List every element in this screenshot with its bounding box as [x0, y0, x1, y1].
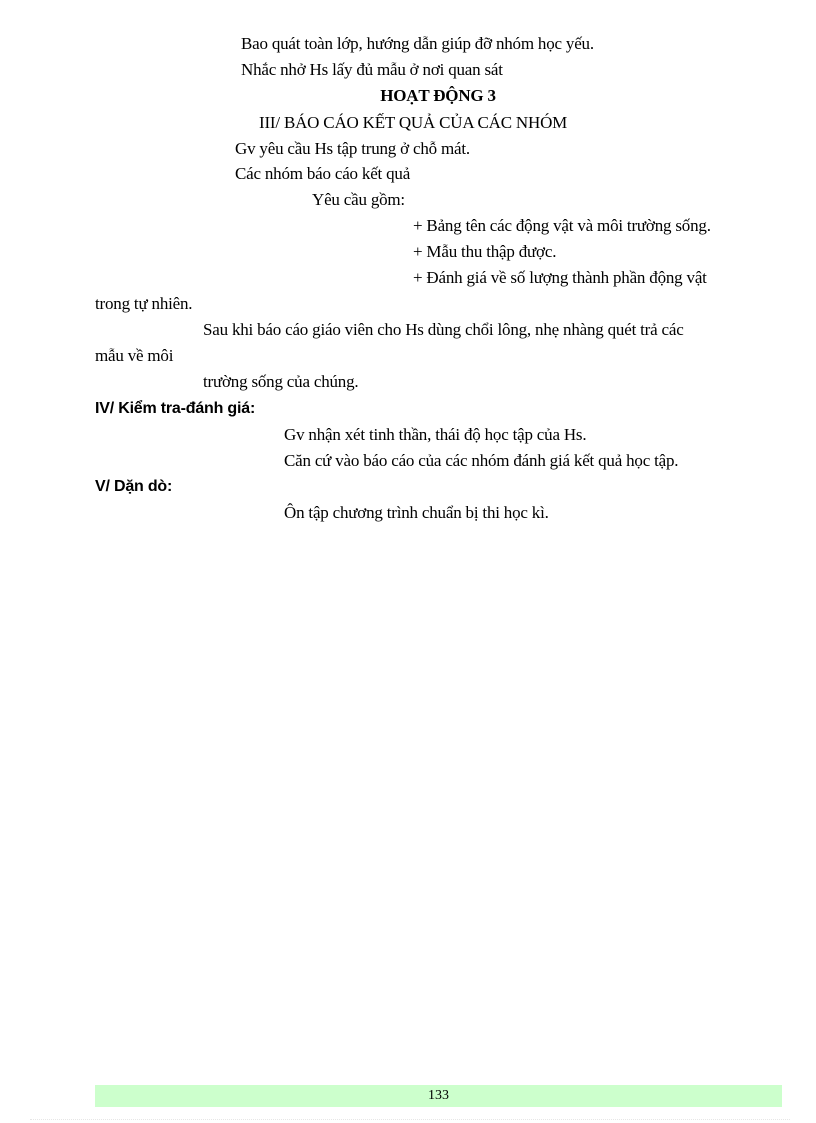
- text-line-gather-shade: Gv yêu cầu Hs tập trung ở chỗ mát.: [235, 139, 470, 158]
- page-number: 133: [428, 1088, 449, 1103]
- text-line-teacher-comment: Gv nhận xét tinh thần, thái độ học tập của Hs.: [284, 425, 587, 444]
- text-line-groups-report: Các nhóm báo cáo kết quả: [235, 164, 411, 183]
- text-line-samples-back: mẫu về môi: [95, 346, 174, 365]
- text-line-requirements: Yêu cầu gồm:: [312, 190, 405, 209]
- text-line-in-nature: trong tự nhiên.: [95, 294, 193, 313]
- list-item-animal-table: + Bảng tên các động vật và môi trường sống.: [413, 216, 711, 235]
- page-footer-bar: [95, 1085, 782, 1107]
- activity-heading: HOẠT ĐỘNG 3: [380, 86, 496, 105]
- list-item-evaluation: + Đánh giá về số lượng thành phần động vật: [413, 268, 707, 287]
- section-heading-homework: V/ Dặn dò:: [95, 478, 173, 495]
- text-line-their-habitat: trường sống của chúng.: [203, 372, 359, 391]
- text-line-after-report: Sau khi báo cáo giáo viên cho Hs dùng chổi lông, nhẹ nhàng quét trả các: [203, 320, 684, 339]
- list-item-samples: + Mẫu thu thập được.: [413, 242, 557, 261]
- bottom-divider: [30, 1119, 790, 1120]
- section-heading-assessment: IV/ Kiểm tra-đánh giá:: [95, 400, 256, 417]
- text-line-evaluate-results: Căn cứ vào báo cáo của các nhóm đánh giá kết quả học tập.: [284, 451, 679, 470]
- text-line-supervise-class: Bao quát toàn lớp, hướng dẫn giúp đỡ nhóm học yếu.: [241, 34, 594, 53]
- text-line-collect-samples: Nhắc nhở Hs lấy đủ mẫu ở nơi quan sát: [241, 60, 503, 79]
- section-heading-report: III/ BÁO CÁO KẾT QUẢ CỦA CÁC NHÓM: [259, 113, 568, 132]
- text-line-review: Ôn tập chương trình chuẩn bị thi học kì.: [284, 503, 549, 522]
